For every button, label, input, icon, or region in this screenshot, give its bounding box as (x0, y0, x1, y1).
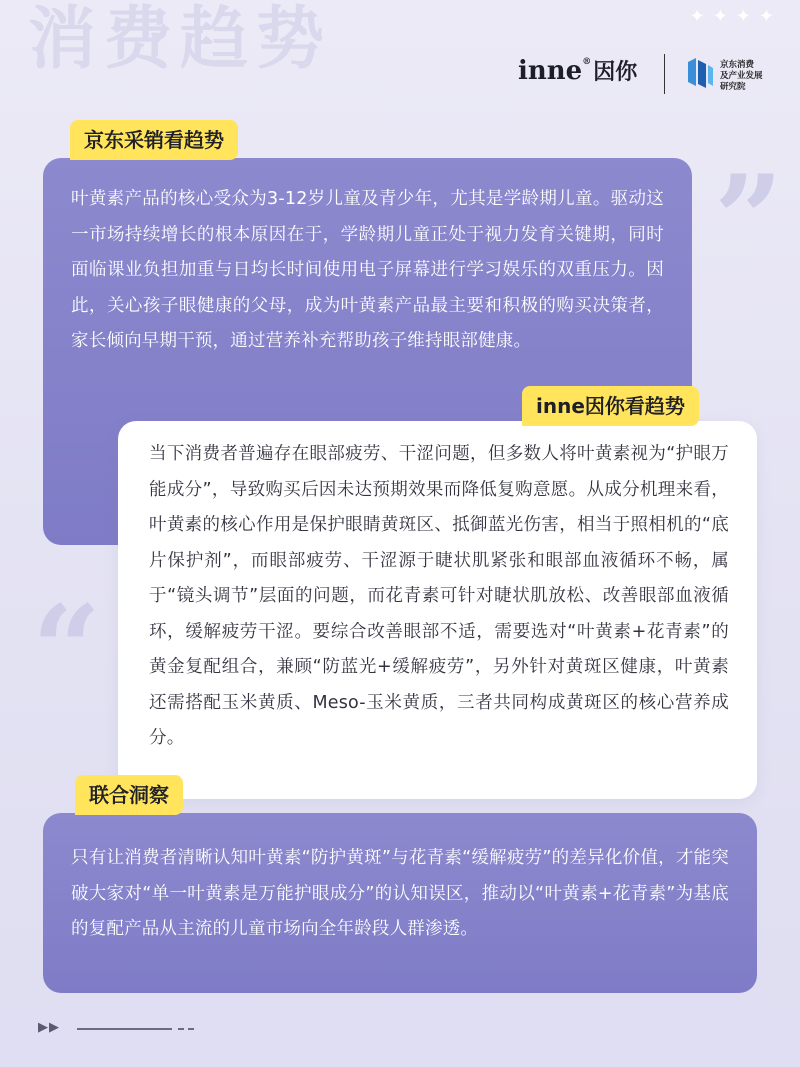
jd-logo-text: 京东消费 及产业发展 研究院 (720, 60, 763, 92)
sparkle-icon: ✦ (758, 6, 782, 27)
section-tag-jd: 京东采销看趋势 (70, 120, 238, 160)
play-arrow-icon: ▶▶ (38, 1020, 60, 1035)
section-text: 叶黄素产品的核心受众为3-12岁儿童及青少年，尤其是学龄期儿童。驱动这一市场持续增长的根本原因在于，学龄期儿童正处于视力发育关键期，同时面临课业负担加重与日均长时间使用电子屏幕进行学习娱乐的双重压力。因此，关心孩子眼健康的父母，成为叶黄素产品最主要和积极的购买决策者，家长倾向早期干预，通过营养补充帮助孩子维持眼部健康。 (71, 189, 664, 351)
inne-logo: inne®因你 (518, 56, 638, 86)
section-tag-joint: 联合洞察 (75, 775, 183, 815)
quote-icon: “ (32, 579, 102, 720)
section-card-joint (43, 813, 757, 993)
section-tag-inne: inne因你看趋势 (522, 386, 699, 426)
sparkle-icon: ✦ (689, 6, 713, 27)
background-title: 消费趋势 (28, 0, 333, 79)
sparkle-icon: ✦ (712, 6, 736, 27)
quote-icon: ” (714, 149, 784, 290)
sparkle-icons (690, 6, 782, 27)
footer-line (77, 1028, 172, 1030)
jd-logo-icon (686, 56, 714, 90)
sparkle-icon: ✦ (735, 6, 759, 27)
logo-divider (664, 54, 665, 94)
section-text: 当下消费者普遍存在眼部疲劳、干涩问题，但多数人将叶黄素视为“护眼万能成分”，导致购买后因未达预期效果而降低复购意愿。从成分机理来看，叶黄素的核心作用是保护眼睛黄斑区、抵御蓝光伤害，相当于照相机的“底片保护剂”，而眼部疲劳、干涩源于睫状肌紧张和眼部血液循环不畅，属于“镜头调节”层面的问题，而花青素可针对睫状肌放松、改善眼部血液循环，缓解疲劳干涩。要综合改善眼部不适，需要选对“叶黄素+花青素”的黄金复配组合，兼顾“防蓝光+缓解疲劳”，另外针对黄斑区健康，叶黄素还需搭配玉米黄质、Meso-玉米黄质，三者共同构成黄斑区的核心营养成分。 (149, 444, 729, 748)
section-card-inne (118, 421, 757, 799)
footer-dash (178, 1028, 196, 1030)
section-text: 只有让消费者清晰认知叶黄素“防护黄斑”与花青素“缓解疲劳”的差异化价值，才能突破大家对“单一叶黄素是万能护眼成分”的认知误区，推动以“叶黄素+花青素”为基底的复配产品从主流的儿童市场向全年龄段人群渗透。 (71, 848, 729, 939)
